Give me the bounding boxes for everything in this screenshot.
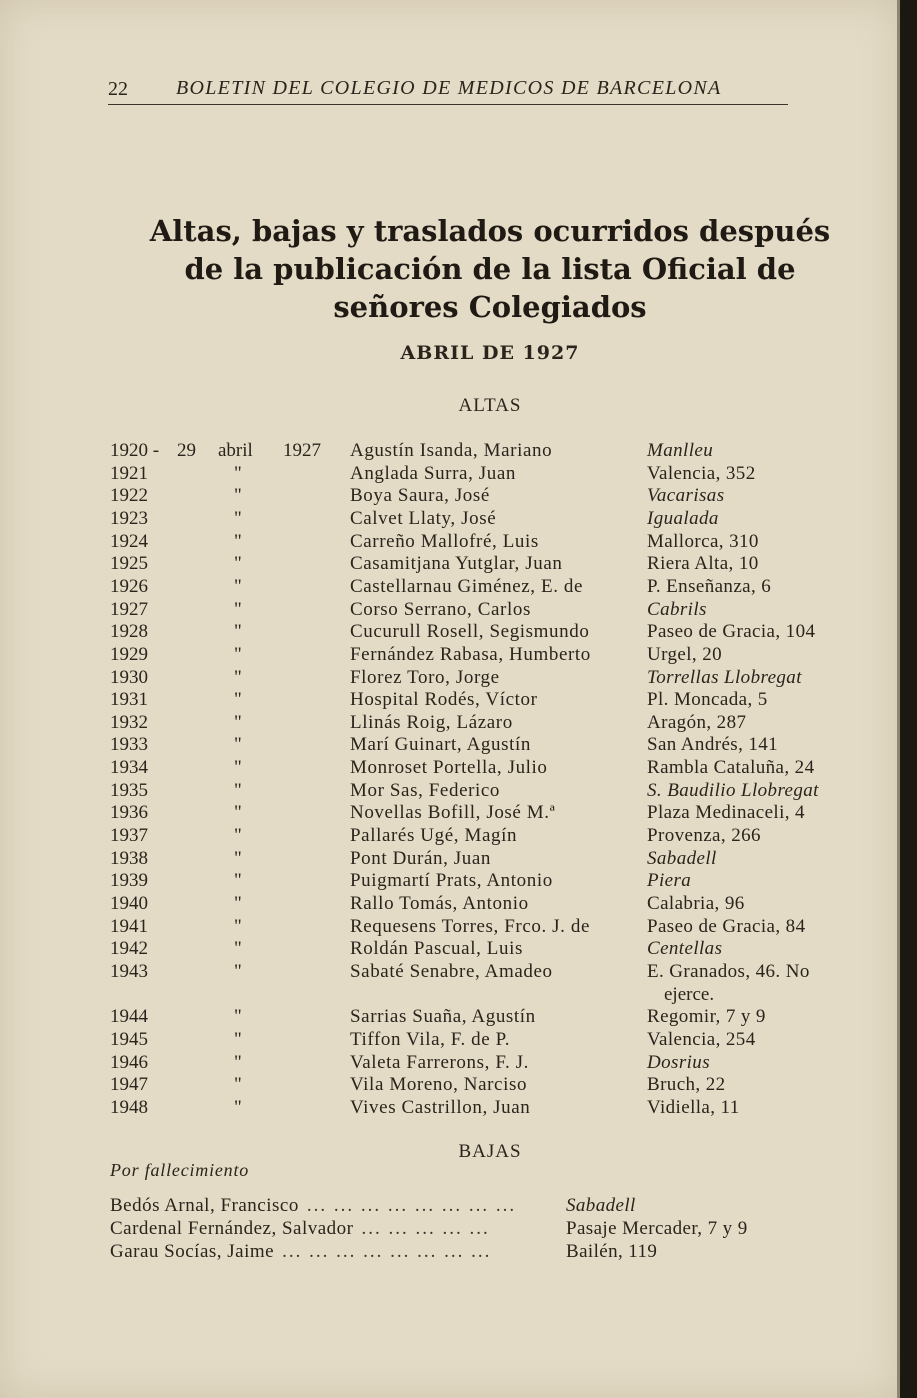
member-name: Hospital Rodés, Víctor [350, 689, 538, 711]
entry-year: 1927 [283, 440, 321, 461]
entry-number: 1929 [110, 643, 148, 665]
member-name: Roldán Pascual, Luis [350, 938, 523, 960]
ditto-mark: " [234, 1051, 242, 1073]
member-name: Castellarnau Giménez, E. de [350, 575, 584, 597]
entry-number: 1945 [110, 1028, 148, 1050]
member-address: Mallorca, 310 [647, 530, 759, 552]
member-address: Pasaje Mercader, 7 y 9 [566, 1218, 748, 1239]
member-name: Requesens Torres, Frco. J. de [350, 915, 590, 937]
ditto-mark: " [234, 598, 242, 620]
member-name: Carreño Mallofré, Luis [350, 530, 539, 552]
member-address: E. Granados, 46. No [647, 960, 810, 982]
ditto-mark: " [234, 802, 242, 824]
title-line: Altas, bajas y traslados ocurridos después [149, 214, 831, 248]
entry-number: 1924 [110, 530, 148, 552]
entry-number: 1930 [110, 666, 148, 688]
member-address: Sabadell [647, 847, 717, 869]
entry-number: 1940 [110, 893, 148, 914]
member-name: Florez Toro, Jorge [350, 666, 500, 688]
ditto-mark: " [234, 1074, 242, 1096]
member-name: Tiffon Vila, F. de P. [350, 1028, 511, 1050]
member-address: Bailén, 119 [566, 1241, 658, 1262]
entry-number: 1937 [110, 825, 148, 847]
member-address: S. Baudilio Llobregat [647, 779, 819, 801]
member-address: Pl. Moncada, 5 [647, 689, 768, 711]
member-address: Valencia, 352 [647, 462, 756, 484]
entry-number: 1922 [110, 485, 148, 507]
entry-number: 1944 [110, 1006, 148, 1028]
ditto-mark: " [234, 870, 242, 892]
member-address: Bruch, 22 [647, 1074, 726, 1096]
ditto-mark: " [234, 462, 242, 484]
ditto-mark: " [234, 915, 242, 937]
leader-dots: ... ... ... ... ... ... ... ... [282, 1241, 492, 1262]
entry-number: 1931 [110, 689, 148, 711]
entry-number: 1928 [110, 621, 148, 643]
ditto-mark: " [234, 553, 242, 575]
member-name: Pont Durán, Juan [350, 847, 492, 869]
ditto-mark: " [234, 711, 242, 733]
ditto-mark: " [234, 485, 242, 507]
member-address: Centellas [647, 938, 723, 960]
member-name: Monroset Portella, Julio [350, 757, 548, 779]
member-name: Corso Serrano, Carlos [350, 598, 531, 620]
title-line: de la publicación de la lista Oficial de [184, 252, 796, 286]
ditto-mark: " [234, 960, 242, 982]
member-address: Vacarisas [647, 485, 725, 507]
ditto-mark: " [234, 643, 242, 665]
member-name: Calvet Llaty, José [350, 507, 497, 529]
title-line: señores Colegiados [333, 290, 647, 324]
member-name: Cardenal Fernández, Salvador [110, 1218, 354, 1239]
running-header [108, 76, 788, 105]
member-address: P. Enseñanza, 6 [647, 575, 772, 597]
member-name: Cucurull Rosell, Segismundo [350, 621, 590, 643]
article-title [140, 212, 840, 326]
ditto-mark: " [234, 666, 242, 688]
entry-number: 1935 [110, 779, 148, 801]
member-address: Cabrils [647, 598, 707, 620]
entry-number: 1923 [110, 507, 148, 529]
member-name: Bedós Arnal, Francisco [110, 1195, 299, 1216]
ditto-mark: " [234, 507, 242, 529]
member-name: Marí Guinart, Agustín [350, 734, 531, 756]
ditto-mark: " [234, 779, 242, 801]
member-name: Pallarés Ugé, Magín [350, 825, 518, 847]
leader-dots: ... ... ... ... ... [361, 1218, 490, 1239]
entry-number: 1946 [110, 1051, 148, 1073]
ditto-mark: " [234, 893, 242, 914]
member-name: Mor Sas, Federico [350, 779, 501, 801]
leader-dots: ... ... ... ... ... ... ... ... [306, 1195, 517, 1216]
ditto-mark: " [234, 847, 242, 869]
ditto-mark: " [234, 1096, 242, 1118]
entry-month: abril [218, 440, 253, 461]
member-name: Vila Moreno, Narciso [350, 1074, 528, 1096]
bajas-note: Por fallecimiento [110, 1160, 250, 1180]
member-address: Manlleu [647, 440, 714, 461]
member-address: Valencia, 254 [647, 1028, 756, 1050]
ditto-mark: " [234, 1006, 242, 1028]
entry-number: 1941 [110, 915, 148, 937]
member-name: Anglada Surra, Juan [350, 462, 516, 484]
member-address: Aragón, 287 [647, 711, 747, 733]
entry-number: 1926 [110, 575, 148, 597]
bajas-heading: BAJAS [458, 1141, 522, 1162]
member-address: Calabria, 96 [647, 893, 745, 914]
entry-number: 1934 [110, 757, 148, 779]
entry-number: 1942 [110, 938, 148, 960]
entry-number: 1921 [110, 462, 148, 484]
member-name: Garau Socías, Jaime [110, 1241, 275, 1262]
member-address: Rambla Cataluña, 24 [647, 757, 815, 779]
entry-number: 1920 - [110, 440, 160, 461]
entry-number: 1938 [110, 847, 148, 869]
entry-number: 1927 [110, 598, 148, 620]
entry-number: 1943 [110, 960, 148, 982]
ditto-mark: " [234, 530, 242, 552]
entry-number: 1936 [110, 802, 148, 824]
member-name: Rallo Tomás, Antonio [350, 893, 529, 914]
member-name: Puigmartí Prats, Antonio [350, 870, 553, 892]
ditto-mark: " [234, 825, 242, 847]
member-name: Agustín Isanda, Mariano [350, 440, 553, 461]
ditto-mark: " [234, 938, 242, 960]
scan-border [900, 0, 917, 1398]
ditto-mark: " [234, 689, 242, 711]
page-number: 22 [108, 78, 128, 100]
member-name: Vives Castrillon, Juan [350, 1096, 531, 1118]
member-name: Sabaté Senabre, Amadeo [350, 960, 553, 982]
member-address: Dosrius [647, 1051, 710, 1073]
ditto-mark: " [234, 575, 242, 597]
entry-number: 1932 [110, 711, 148, 733]
member-address: Piera [647, 870, 692, 892]
entry-number: 1933 [110, 734, 148, 756]
member-address: Provenza, 266 [647, 825, 761, 847]
member-address: Urgel, 20 [647, 643, 723, 665]
month-heading: ABRIL DE 1927 [400, 342, 580, 364]
member-address: Sabadell [566, 1195, 636, 1216]
member-name: Valeta Farrerons, F. J. [350, 1051, 530, 1073]
ditto-mark: " [234, 757, 242, 779]
journal-title: BOLETIN DEL COLEGIO DE MEDICOS DE BARCELONA [176, 77, 722, 99]
member-address: Torrellas Llobregat [647, 666, 802, 688]
entry-number: 1947 [110, 1074, 148, 1096]
member-name: Novellas Bofill, José M.ª [350, 802, 556, 824]
member-address: San Andrés, 141 [647, 734, 779, 756]
member-name: Casamitjana Yutglar, Juan [350, 553, 563, 575]
ditto-mark: " [234, 734, 242, 756]
member-name: Fernández Rabasa, Humberto [350, 643, 591, 665]
member-address: Riera Alta, 10 [647, 553, 759, 575]
entry-number: 1939 [110, 870, 148, 892]
member-name: Boya Saura, José [350, 485, 490, 507]
member-address: Igualada [647, 507, 719, 529]
member-name: Llinás Roig, Lázaro [350, 711, 513, 733]
entry-day: 29 [177, 440, 196, 461]
member-address: Regomir, 7 y 9 [647, 1006, 766, 1028]
member-address: Plaza Medinaceli, 4 [647, 802, 805, 824]
ditto-mark: " [234, 1028, 242, 1050]
member-address: Paseo de Gracia, 84 [647, 915, 806, 937]
member-address-continued: ejerce. [664, 983, 715, 1005]
member-name: Sarrias Suaña, Agustín [350, 1006, 536, 1028]
member-address: Paseo de Gracia, 104 [647, 621, 816, 643]
entry-number: 1925 [110, 553, 148, 575]
altas-heading: ALTAS [458, 395, 522, 416]
entry-number: 1948 [110, 1096, 148, 1118]
member-address: Vidiella, 11 [647, 1096, 740, 1118]
ditto-mark: " [234, 621, 242, 643]
